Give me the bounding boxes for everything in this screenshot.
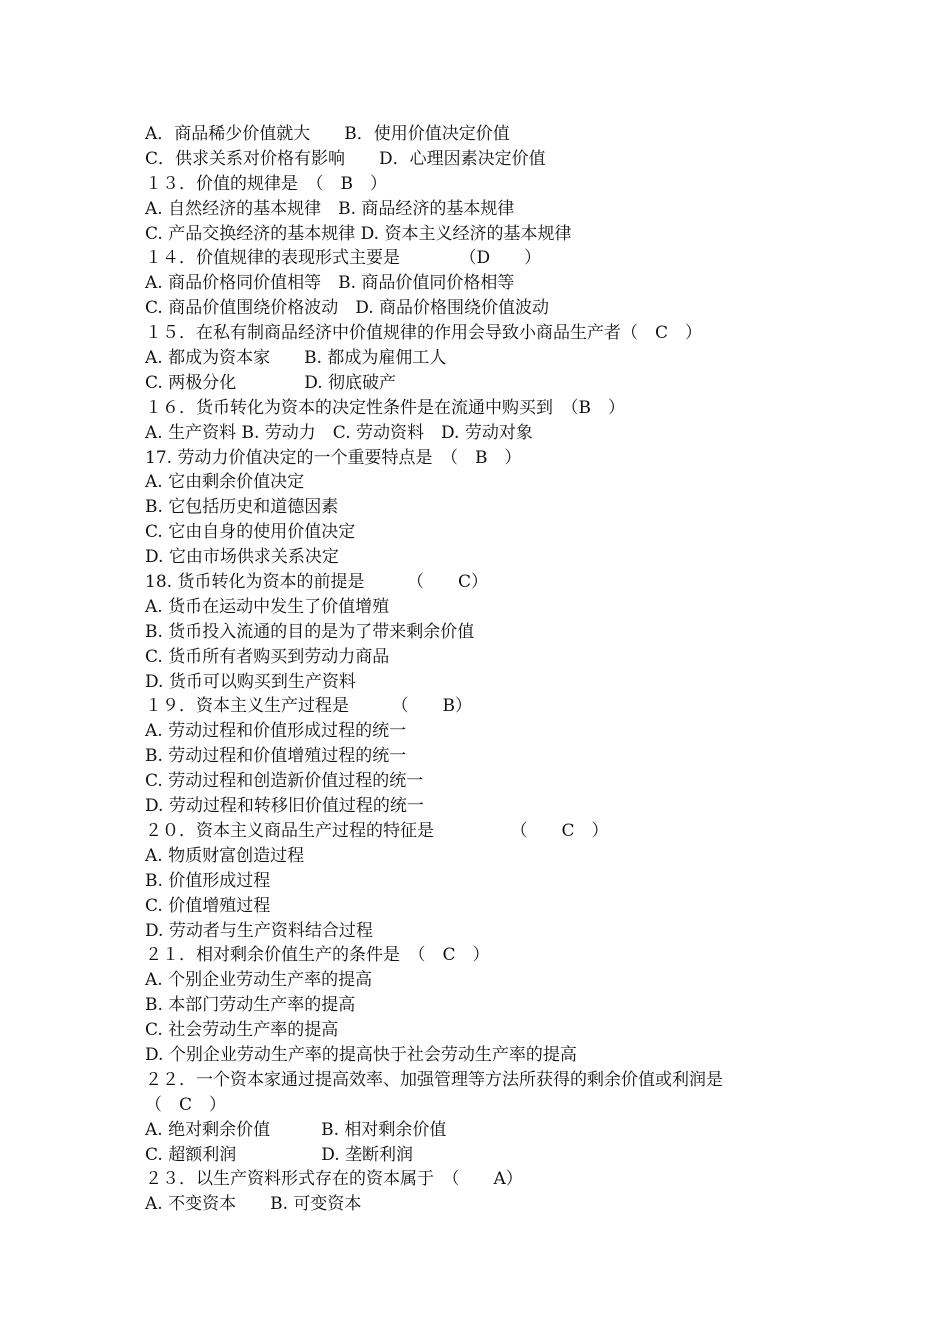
option-d: D. 个别企业劳动生产率的提高快于社会劳动生产率的提高 bbox=[145, 1044, 577, 1065]
option-b: B. 本部门劳动生产率的提高 bbox=[145, 995, 356, 1016]
question-20: ２０．资本主义商品生产过程的特征是 （ C ） bbox=[145, 820, 609, 841]
option-line: A. 生产资料 B. 劳动力 C. 劳动资料 D. 劳动对象 bbox=[145, 422, 533, 443]
question-23: ２３．以生产资料形式存在的资本属于 （ A） bbox=[145, 1169, 523, 1190]
option-c: C. 货币所有者购买到劳动力商品 bbox=[145, 646, 390, 667]
question-14: １４．价值规律的表现形式主要是 （D ） bbox=[145, 248, 542, 269]
option-c: C. 劳动过程和创造新价值过程的统一 bbox=[145, 771, 424, 792]
option-a: A. 劳动过程和价值形成过程的统一 bbox=[145, 721, 407, 742]
option-d: D. 劳动过程和转移旧价值过程的统一 bbox=[145, 796, 424, 817]
question-16: １６．货币转化为资本的决定性条件是在流通中购买到 （B ） bbox=[145, 397, 625, 418]
option-d: D. 货币可以购买到生产资料 bbox=[145, 671, 356, 692]
question-13: １３．价值的规律是 （ B ） bbox=[145, 173, 387, 194]
option-b: B. 劳动过程和价值增殖过程的统一 bbox=[145, 746, 407, 767]
option-line: A. 商品价格同价值相等 B. 商品价值同价格相等 bbox=[145, 273, 515, 294]
question-19: １９．资本主义生产过程是 （ B） bbox=[145, 696, 472, 717]
option-line: C. 超额利润 D. 垄断利润 bbox=[145, 1144, 414, 1165]
option-d: D. 劳动者与生产资料结合过程 bbox=[145, 920, 373, 941]
option-line: C. 商品价值围绕价格波动 D. 商品价格围绕价值波动 bbox=[145, 298, 550, 319]
option-b: B. 价值形成过程 bbox=[145, 870, 271, 891]
question-15: １５．在私有制商品经济中价值规律的作用会导致小商品生产者（ C ） bbox=[145, 323, 703, 344]
question-list bbox=[145, 122, 845, 1217]
option-a: A. 货币在运动中发生了价值增殖 bbox=[145, 596, 390, 617]
question-17: 17. 劳动力价值决定的一个重要特点是 （ B ） bbox=[145, 447, 522, 468]
option-c: C. 社会劳动生产率的提高 bbox=[145, 1020, 339, 1041]
option-line: A. 都成为资本家 B. 都成为雇佣工人 bbox=[145, 348, 447, 369]
option-c: C. 价值增殖过程 bbox=[145, 895, 271, 916]
option-line: A．商品稀少价值就大 B．使用价值决定价值 bbox=[145, 124, 510, 144]
option-b: B. 货币投入流通的目的是为了带来剩余价值 bbox=[145, 621, 475, 642]
option-a: A. 物质财富创造过程 bbox=[145, 845, 305, 866]
option-a: A. 个别企业劳动生产率的提高 bbox=[145, 970, 373, 991]
option-line: C. 两极分化 D. 彻底破产 bbox=[145, 372, 397, 393]
option-line: A. 绝对剩余价值 B. 相对剩余价值 bbox=[145, 1119, 447, 1140]
question-21: ２１．相对剩余价值生产的条件是 （ C ） bbox=[145, 945, 490, 966]
option-d: D. 它由市场供求关系决定 bbox=[145, 547, 339, 568]
option-c: C. 它由自身的使用价值决定 bbox=[145, 522, 356, 543]
option-line: A. 自然经济的基本规律 B. 商品经济的基本规律 bbox=[145, 198, 515, 219]
option-line: A. 不变资本 B. 可变资本 bbox=[145, 1194, 362, 1215]
question-18: 18. 货币转化为资本的前提是 （ C） bbox=[145, 572, 488, 593]
option-line: C．供求关系对价格有影响 D．心理因素决定价值 bbox=[145, 148, 546, 169]
answer-22: （ C ） bbox=[145, 1094, 227, 1115]
option-b: B. 它包括历史和道德因素 bbox=[145, 497, 339, 518]
option-a: A. 它由剩余价值决定 bbox=[145, 472, 305, 493]
question-22: ２２．一个资本家通过提高效率、加强管理等方法所获得的剩余价值或利润是 bbox=[145, 1069, 723, 1090]
option-line: C. 产品交换经济的基本规律 D. 资本主义经济的基本规律 bbox=[145, 223, 572, 244]
